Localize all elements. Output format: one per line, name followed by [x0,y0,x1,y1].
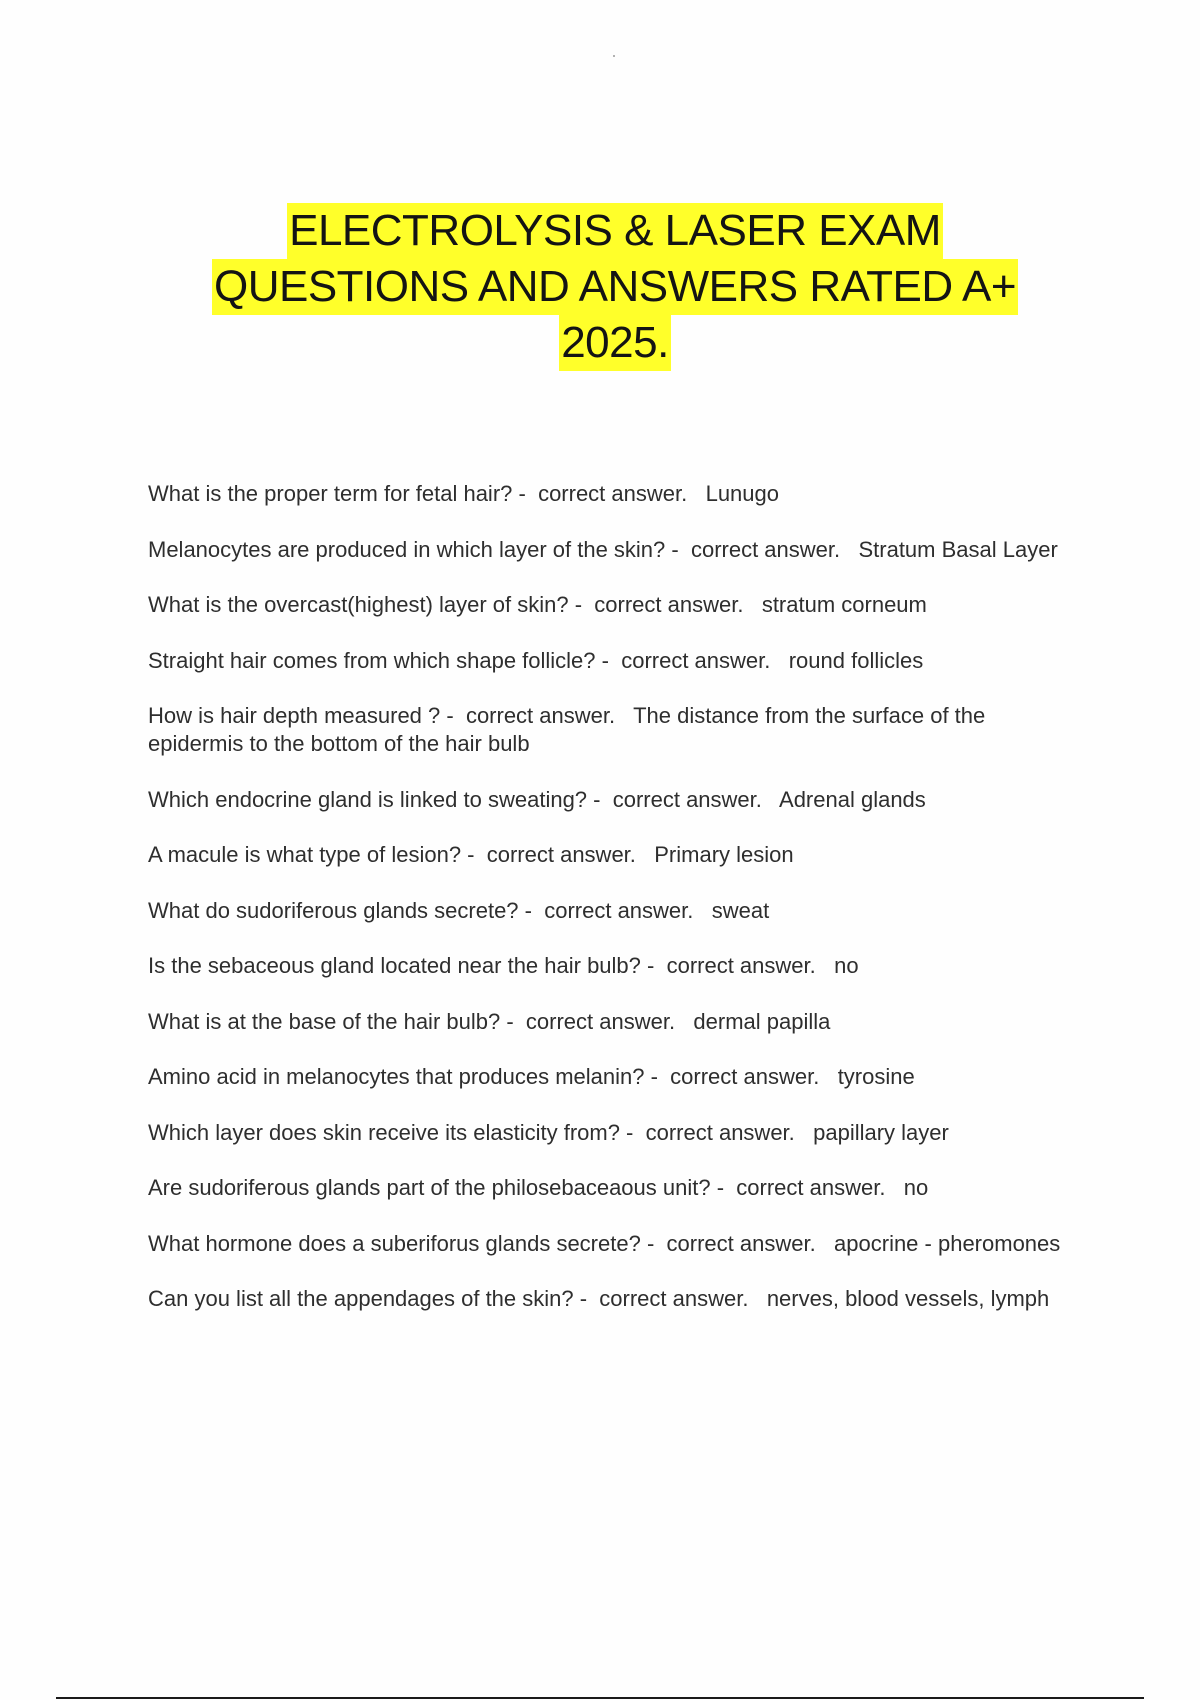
answer-label: correct answer. [544,897,694,923]
qa-item [148,1008,1083,1036]
question-text: Melanocytes are produced in which layer of the skin? - [148,536,679,562]
answer-label: correct answer. [538,481,688,506]
question-text: Can you list all the appendages of the skin? - [148,1286,588,1311]
answer-text: dermal papilla [693,1008,831,1034]
answer-text: Stratum Basal Layer [858,536,1058,562]
answer-text: sweat [711,897,770,923]
answer-label: correct answer. [666,1230,816,1256]
answer-label: correct answer. [645,1119,795,1145]
qa-item [148,952,1083,980]
qa-item [148,1063,1083,1091]
answer-text: Adrenal glands [779,786,926,812]
qa-item [148,591,1083,619]
answer-label: correct answer. [465,703,616,728]
qa-item [148,1174,1083,1202]
answer-text: Lunugo [705,481,779,506]
answer-label: correct answer. [525,1008,676,1034]
qa-item [148,1285,1083,1313]
scan-artifact-dot [613,55,615,57]
title-line-1: ELECTROLYSIS & LASER EXAM [287,203,943,259]
answer-label: correct answer. [736,1175,886,1200]
qa-item [148,841,1083,869]
bottom-divider [56,1697,1144,1699]
question-text: What is the proper term for fetal hair? - [148,481,526,506]
answer-label: correct answer. [670,1064,820,1089]
question-text: Which endocrine gland is linked to sweating? - [148,786,601,812]
answer-label: correct answer. [621,647,771,673]
answer-text: stratum corneum [761,592,927,617]
qa-list [148,480,1083,1341]
answer-text: Primary lesion [654,842,794,867]
question-text: What do sudoriferous glands secrete? - [148,897,532,923]
answer-text: no [834,953,859,978]
answer-label: correct answer. [612,786,762,812]
answer-text: tyrosine [837,1064,915,1089]
question-text: What hormone does a suberiforus glands secrete? - [148,1230,655,1256]
answer-text: nerves, blood vessels, lymph [766,1286,1050,1311]
answer-text: round follicles [788,647,924,673]
answer-text: apocrine - pheromones [834,1230,1061,1256]
qa-item [148,536,1083,564]
title-line-2: QUESTIONS AND ANSWERS RATED A+ [212,259,1018,315]
document-title [60,203,1170,371]
question-text: Are sudoriferous glands part of the philosebaceaous unit? - [148,1175,725,1200]
title-line-3: 2025. [559,315,671,371]
qa-item [148,897,1083,925]
answer-text: papillary layer [813,1119,949,1145]
answer-label: correct answer. [690,536,841,562]
answer-label: correct answer. [594,592,744,617]
question-text: What is at the base of the hair bulb? - [148,1008,514,1034]
question-text: How is hair depth measured ? - [148,703,454,728]
question-text: Which layer does skin receive its elasticity from? - [148,1119,634,1145]
question-text: A macule is what type of lesion? - [148,842,475,867]
question-text: Is the sebaceous gland located near the hair bulb? - [148,953,655,978]
answer-label: correct answer. [486,842,636,867]
qa-item [148,702,1083,758]
question-text: Amino acid in melanocytes that produces melanin? - [148,1064,658,1089]
answer-text: The distance from the surface of the epidermis to the bottom of the hair bulb [148,703,986,756]
qa-item [148,1230,1083,1258]
qa-item [148,647,1083,675]
answer-label: correct answer. [599,1286,749,1311]
answer-text: no [903,1175,929,1200]
question-text: What is the overcast(highest) layer of skin? - [148,592,583,617]
answer-label: correct answer. [666,953,816,978]
question-text: Straight hair comes from which shape follicle? - [148,647,609,673]
qa-item [148,786,1083,814]
qa-item [148,480,1083,508]
qa-item [148,1119,1083,1147]
